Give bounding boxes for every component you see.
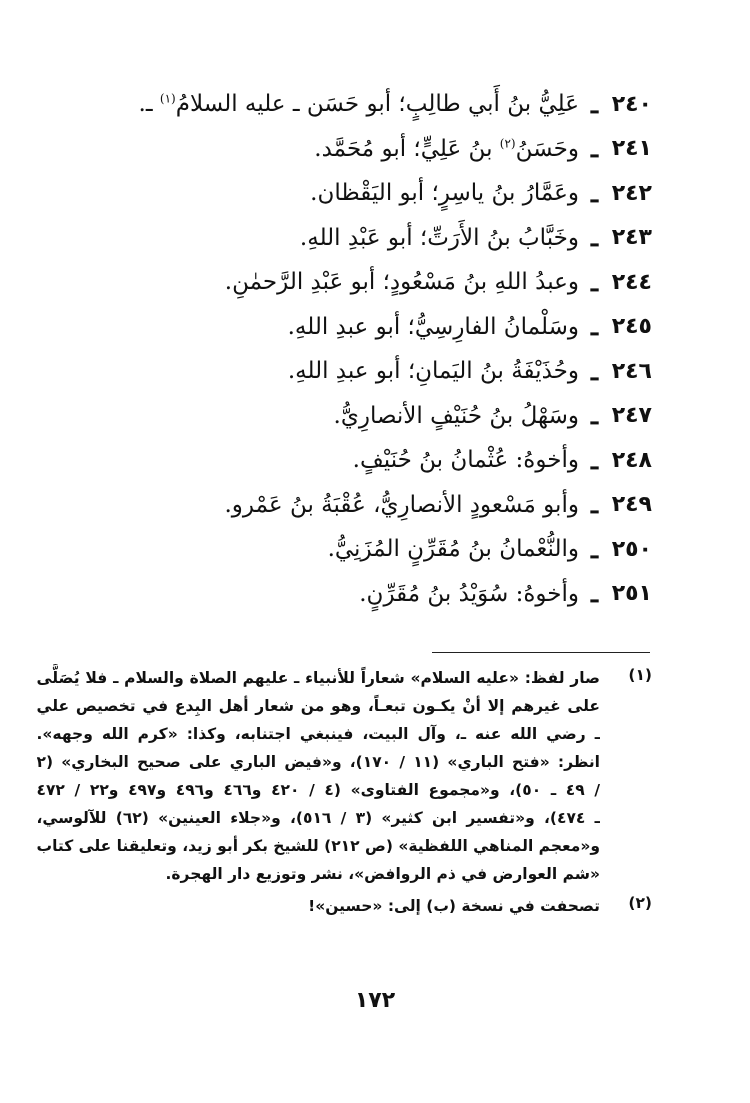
narrator-entry (72, 171, 652, 216)
narrator-entry (72, 82, 652, 127)
narrator-entry (72, 260, 652, 305)
entry-main-text: عَلِيُّ بنُ أَبي طالِبٍ؛ أبو حَسَن ـ عليه السلامُ (175, 91, 579, 118)
footnote-line: ـ رضي الله عنه ـ، وآل البيت، فينبغي اجتنابه، وكذا: «كرم الله وجهه». (36, 725, 600, 743)
entry-main-text: وأخوهُ: سُوَيْدُ بنُ مُقَرِّنٍ. (359, 580, 579, 607)
entry-number: ٢٥١ (611, 581, 652, 607)
entry-main-text: وأخوهُ: عُثْمانُ بنُ حُنَيْفٍ. (352, 447, 579, 474)
entry-number: ٢٤٦ (611, 358, 652, 384)
entry-main-text: وأبو مَسْعودٍ الأنصارِيُّ، عُقْبَةُ بنُ عَمْرو. (224, 491, 579, 518)
footnote-line: على غيرهم إلا أنْ يكـون تبعـاً، وهو من شعار أهل البِدع في تخصيص علي (36, 697, 600, 715)
entry-tail-text: بنُ عَلِيٍّ؛ أبو مُحَمَّد. (314, 135, 500, 162)
entry-main-text: وحَسَنُ (515, 135, 579, 162)
entry-dash: ـ (590, 490, 598, 520)
entry-dash: ـ (590, 356, 598, 386)
entry-main-text: وحُذَيْفَةُ بنُ اليَمانِ؛ أبو عبدِ اللهِ. (287, 358, 579, 385)
entry-text (288, 358, 579, 384)
entry-number: ٢٤٢ (611, 180, 652, 206)
entry-number: ٢٤٥ (611, 314, 652, 340)
entry-number: ٢٤٧ (611, 403, 652, 429)
entry-dash: ـ (590, 401, 598, 431)
footnote (42, 892, 652, 920)
narrator-entry (72, 572, 652, 617)
narrator-entry (72, 127, 652, 172)
narrator-entry (72, 394, 652, 439)
footnote-line: / ٤٩ ـ ٥٠)، و«مجموع الفتاوى» (٤ / ٤٢٠ و٤٦٦ و٤٩٦ و٤٩٧ و٢٢ / ٤٧٢ (36, 781, 600, 799)
entry-dash: ـ (590, 312, 598, 342)
entry-main-text: وسَهْلُ بنُ حُنَيْفٍ الأنصارِيُّ. (333, 402, 579, 429)
entry-dash: ـ (590, 134, 598, 164)
footnote-line: انظر: «فتح الباري» (١١ / ١٧٠)، و«فيض الباري على صحيح البخاري» (٢ (36, 753, 600, 771)
entry-tail-text: ـ. (138, 91, 160, 118)
entry-number: ٢٤٠ (611, 91, 652, 117)
entry-dash: ـ (590, 534, 598, 564)
entry-text (225, 492, 579, 518)
entry-main-text: والنُّعْمانُ بنُ مُقَرِّنٍ المُزَنِيُّ. (327, 536, 579, 563)
entry-main-text: وخَبَّابُ بنُ الأَرَتِّ؛ أبو عَبْدِ اللهِ. (299, 224, 579, 251)
footnotes-section (36, 664, 652, 920)
entry-number: ٢٤٨ (611, 447, 652, 473)
footnote-line: «شم العوارض في ذم الروافض»، نشر وتوزيع دار الهجرة. (165, 865, 600, 883)
entry-number: ٢٤٣ (611, 225, 652, 251)
narrator-entry (72, 527, 652, 572)
entry-dash: ـ (590, 89, 598, 119)
entry-number: ٢٤١ (611, 136, 652, 162)
narrator-list (72, 82, 652, 616)
narrator-entry (72, 438, 652, 483)
entry-main-text: وعبدُ اللهِ بنُ مَسْعُودٍ؛ أبو عَبْدِ الرَّحمٰنِ. (224, 269, 579, 296)
footnote-marker: (١) (628, 666, 652, 684)
footnote-reference[interactable]: (١) (159, 91, 176, 106)
entry-text (353, 447, 579, 473)
entry-dash: ـ (590, 579, 598, 609)
footnote-line: تصحفت في نسخة (ب) إلى: «حسين»! (308, 897, 600, 915)
entry-text (359, 581, 579, 607)
footnote-line: ـ ٤٧٤)، و«تفسير ابن كثير» (٣ / ٥١٦)، و«جلاء العينين» (٦٢) للآلوسي، (36, 809, 600, 827)
footnote-body (42, 892, 600, 920)
entry-text (288, 314, 579, 340)
entry-number: ٢٤٤ (611, 269, 652, 295)
entry-number: ٢٥٠ (611, 536, 652, 562)
entry-dash: ـ (590, 178, 598, 208)
footnote-reference[interactable]: (٢) (499, 136, 516, 151)
narrator-entry (72, 305, 652, 350)
entry-number: ٢٤٩ (611, 492, 652, 518)
footnote-line: و«معجم المناهي اللفظية» (ص ٢١٢) للشيخ بكر أبو زيد، وتعليقنا على كتاب (36, 837, 600, 855)
footnote-body (37, 664, 600, 888)
footnote-marker: (٢) (628, 894, 652, 912)
entry-text (328, 536, 579, 562)
entry-text (310, 180, 579, 206)
entry-dash: ـ (590, 267, 598, 297)
entry-dash: ـ (590, 445, 598, 475)
entry-text (314, 136, 579, 162)
entry-text (300, 225, 579, 251)
footnote-line: صار لفظ: «عليه السلام» شعاراً للأنبياء ـ عليهم الصلاة والسلام ـ فلا يُصَلَّى (36, 669, 600, 687)
entry-text (225, 269, 579, 295)
narrator-entry (72, 216, 652, 261)
page-number: ١٧٢ (354, 988, 396, 1013)
footnote (36, 664, 652, 888)
narrator-entry (72, 349, 652, 394)
entry-text (334, 403, 579, 429)
entry-text (139, 91, 579, 117)
footnote-separator (432, 652, 650, 653)
entry-main-text: وعَمَّارُ بنُ ياسِرٍ؛ أبو اليَقْظان. (310, 180, 579, 207)
entry-main-text: وسَلْمانُ الفارِسِيُّ؛ أبو عبدِ اللهِ. (287, 313, 579, 340)
narrator-entry (72, 483, 652, 528)
entry-dash: ـ (590, 223, 598, 253)
